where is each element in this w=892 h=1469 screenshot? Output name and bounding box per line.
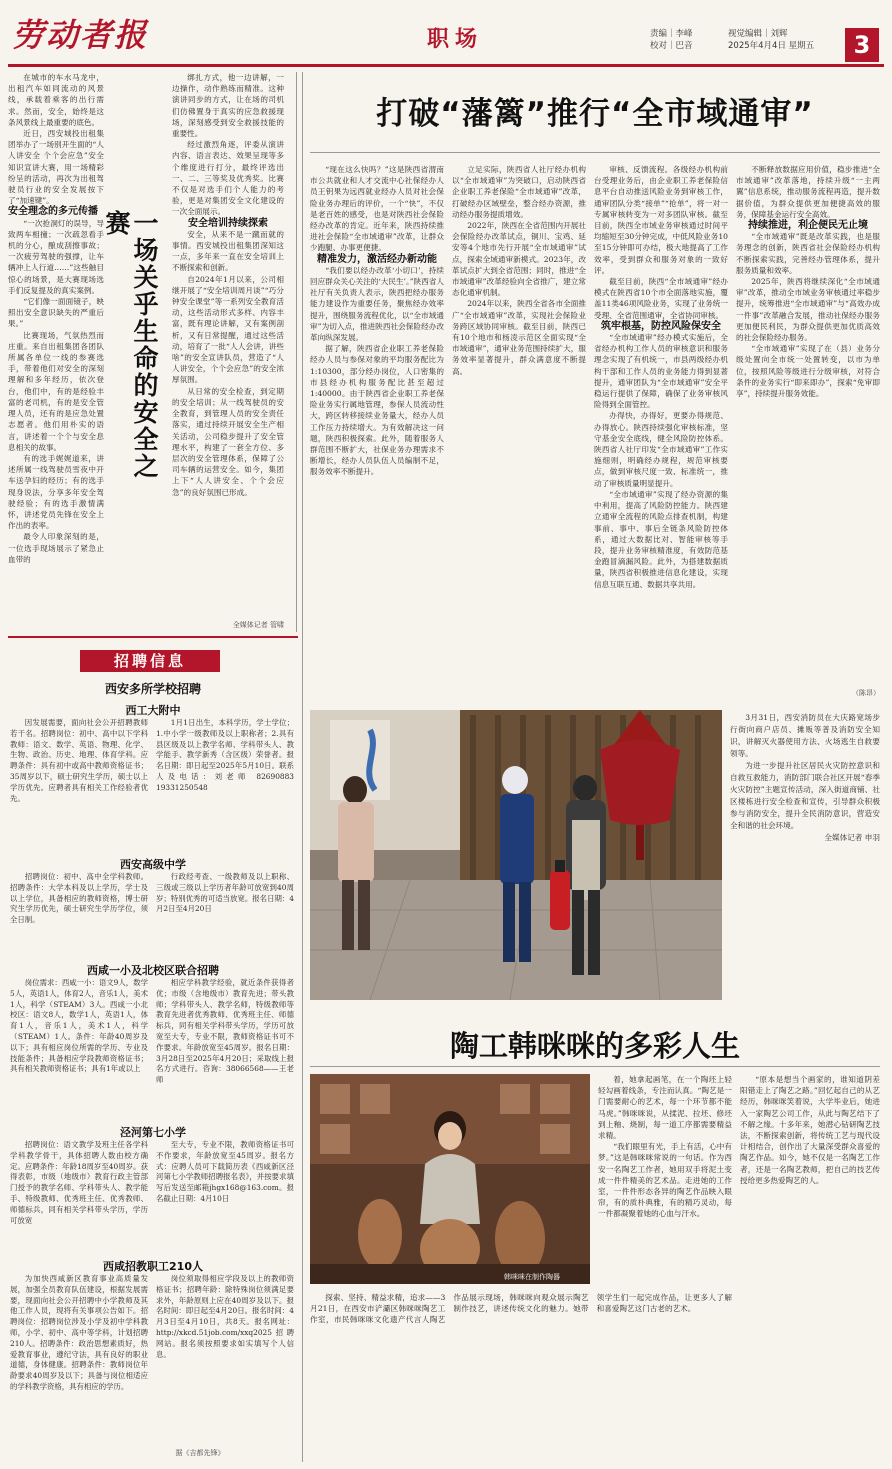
school-detail [10,718,148,846]
subheading: 安全培训持续探索 [188,217,268,229]
body-para: 安全，从来不是一蹴而就的事情。西安城投出租集团深知这一点，多年来一直在安全培训上不断探索和创新。 [172,229,284,273]
body-para: “全市域通审”经办模式实施后，全省经办机构工作人员的审核意识和服务理念实现了有机统一，市县两级经办机构干部和工作人员的业务能力得到显著提升，通审团队为“全市域通审”安全平稳运行提供了保障，确保了业务审核风险得到全面管控。 [594,333,728,410]
body-para: “一次抢洞灯的误导，导致两车相撞；一次疏忽看手机的分心，酿成刮擦事故；一次疲劳驾驶的强撑，让车辆冲上人行道……”这些触目惊心的场景，是大赛现场选手们反复提及的真实案例。 [8,218,104,295]
body-para: “它们像一面面镜子，映照出安全意识缺失的严重后果。” [8,297,104,329]
body-para: “全市域通审”实现了在（县）业务分级处置向全市统一处置转变，以市为单位，按照风险等级进行分级审核，对符合条件的业务实行“即来即办”，探索“免审即享”，持续提升服务效能。 [736,344,880,399]
issue-info [728,28,838,52]
body-para: 绑扎方式，他一边讲解，一边操作，动作熟练而精准。这种演讲同步的方式，让在场的司机们仿佛置身于真实的应急救援现场，深刻感受到安全救援技能的重要性。 [172,73,284,139]
second-headline-rule [310,1066,880,1067]
second-col3 [740,1074,880,1460]
masthead-logo: 劳动者报 [12,16,149,54]
page-number: 3 [845,28,879,62]
main-col1 [310,164,444,696]
detail-text: 招聘岗位：语文教学及班主任各学科学科教学骨干，具体招聘人数由校方确定。应聘条件：年龄18周岁至40周岁。获得表彰，市级（地级市）教育行政主管部门授予的教学名师、学科带头人、教学能手、特级教师、优秀班主任、优秀教师、师德标兵，同有相关学科带头学历，学历可放宽 [10,1140,148,1225]
body-para: 2024年以来，陕西全省各市全面推广“全市域通审”改革，实现社会保险业务跨区域协同审核。截至目前，陕西已有10个地市和杨凌示范区全面实现“全市域通审”，通审业务范围持续扩大，服务效率显著提升，群众满意度不断提高。 [452,299,586,376]
body-para: 从日常的安全检查，到定期的安全培训；从一线驾驶员的安全教育，到管理人员的安全责任落实，通过持续开展安全生产相关活动，公司稳步提升了安全管理水平，构建了一套全方位、多层次的安全管理体系，保障了公司车辆的运营安全。如今，集团上下“人人讲安全、个个会应急”的良好氛围已形成。 [172,386,284,497]
school-detail [10,872,148,952]
body-para: 经过激烈角逐，评委从演讲内容、语言表达、效果呈现等多个维度进行打分，最终评选出一、二、三等奖及优秀奖。比赛不仅是对选手们个人能力的考验，更是对集团安全文化建设的一次全面展示。 [172,140,284,217]
recruit-title: 西安多所学校招聘 [104,682,201,696]
detail-text: 行政经考查、一级教师及以上职称、三级或三级以上学历者年龄可放宽到40周岁；特别优秀的可适当放宽。报名日期：4月2日至4月20日 [156,872,294,914]
proof-line: 校对｜巴音 [650,41,693,51]
intro-para: 近日，西安城投出租集团举办了一场别开生面的“人人讲安全 个个会应急”安全知识宣讲大赛，用一场精彩纷呈的活动，再次为出租驾驶员行业的安全发展按下了“加速键”。 [8,129,104,206]
second-bottom [310,1292,732,1460]
body-para: 立足实际，陕西省人社厅经办机构以“全市域通审”为突破口，启动陕西省企业职工养老保险“全市域通审”改革，打破经办区域壁垒，整合经办资源，推动经办服务提质增效。 [452,165,586,219]
main-col2 [452,164,586,696]
school-name: 泾河第七小学 [120,1126,186,1139]
main-col4 [736,164,880,684]
main-byline: （陈昂） [852,689,880,697]
school-detail [156,978,294,1116]
detail-text: 岗位需求：西咸一小：语文9人，数学5人，英语1人，体育2人，音乐1人，美术1人，科学（STEAM）3人。西咸一小北校区：语文8人，数学1人，英语1人，体育1人，音乐1人，美术1人，科学（STEAM）1人。条件：年龄40周岁及以下；具有相应岗位所需的学历、专业及技能条件；具备相应学段教师资格证书；具有相关教师资格证书；具有1年或以上 [10,978,148,1074]
detail-text: 为加快西咸新区教育事业高质量发展，加强全员教育队伍建设，根据发展需要，现面向社会公开招聘中小学教师及其他工作人员，现将有关事项公告如下。招聘岗位：招聘岗位涉及小学及初中学科教师，小学、初中、高中等学科，计划招聘210人。招聘条件：政治思想素质好，热爱教育事业，遵纪守法，具有良好的职业道德，身体健康。招聘条件：教师岗位年龄要求40周岁及以下；具备与岗位相适应的学科教学资格，具有相应的学历。 [10,1274,148,1391]
body-para: 截至目前，陕西“全市域通审”经办模式在陕西省10个市全面落地实施，覆盖11类46项风险业务，实现了业务统一受理、全省范围通审，全省协同审核。 [594,277,728,320]
pottery-photo [310,1074,590,1284]
school-detail [10,1274,148,1444]
body-para: 2025年，陕西将继续深化“全市域通审”改革，推动全市域业务审核通过率稳步提升，统筹推进“全市域通审”与“高效办成一件事”改革融合发展，推动社保经办服务更加便民利民，为群众提供更加优质高效的社会保险经办服务。 [736,277,880,343]
fire-safety-photo [310,710,722,1000]
detail-text: 招聘岗位：初中、高中全学科教师。招聘条件：大学本科及以上学历，学士及以上学位，具备相应的教师资格，博士研究生学历优先，硕士研究生学历学位，须全日制。 [10,872,148,925]
body-para: 据了解，陕西省企业职工养老保险经办人员与参保对象的平均服务配比为1:10300，部分经办岗位，人口密集的市县经办机构服务配比甚至超过1:40000。由于陕西省企业职工养老保险业务实行属地管理，参保人员流动性大，跨区转移接续业务量大，经办人员工作压力持续增大。为有效解决这一问题，陕西积极探索。此外，随着服务人群范围不断扩大，社保业务办理需求不断增长，经办人员队伍人员编制不足，服务效率不断提升。 [310,344,444,477]
detail-text: 因发展需要，面向社会公开招聘教师若干名。招聘岗位：初中、高中以下学科教师：语文、数学、英语、物理、化学、生物、政治、历史、地理、体育学科。应聘条件：具有初中或高中教师资格证书；35周岁以下，硕士研究生学历，硕士以上学历优先。应聘者具有相关工作经验者优先。 [10,718,148,803]
body-para: 有的选手娓娓道来，讲述所属一线驾驶员雪夜中开车送孕妇的经历；有的选手现身说法，分享多年安全驾驶经验；有的选手激情满怀，讲述党员先锋在安全上作出的表率。 [8,453,104,531]
detail-text: 相应学科教学经验，就近条件获得者优；市级（含地级市）教育先进；带头教师；学科带头人、教学名师，特级教师等教育先进者优秀教师、优秀班主任、师德标兵，同有相关学科带头学历，学历可放宽至大专，专业不限，教师资格证书可不作要求。年龄放宽至45周岁。报名日期：3月28日至2025年4月20日；采取线上报名方式进行。咨询：38066568——王老师 [156,978,294,1085]
fire-safety-photo-art [310,710,722,1000]
headline-rule [310,152,880,153]
detail-text: 至大专，专业不限，教师资格证书可不作要求，年龄放宽至45周岁。报名方式：应聘人员可下载简历表《西咸新区泾河第七小学教师招聘报名表》，并按要求填写后发送至邮箱jhgx168@163.com。报名截止日期：4月10日 [156,1140,294,1203]
body-para: 着，她拿起画笔，在一个陶坯上轻轻勾画着线条，专注而认真。“陶艺是一门需要耐心的艺术，每一个环节都不能马虎。”韩咪咪说，从揉泥、拉坯、修坯到上釉、烧制，每一道工序都需要精益求精。 [598,1075,732,1141]
body-para: 不断释放数据应用价值，稳步推进“全市域通审”改革落地，持续升级“一主两翼”信息系统，推动服务流程再造，提升数据价值，为群众提供更加便捷高效的服务，保障基金运行安全高效。 [736,165,880,219]
body-para: 探索、坚持、精益求精，追求——3月21日，在西安市浐灞区韩咪咪陶艺工作室，市民韩咪咪文化遗产代言人陶艺作品展示现场，韩咪咪向观众展示陶艺制作技艺，讲述传统文化的魅力。她带领学生们一起完成作品，让更多人了解和喜爱陶艺这门古老的艺术。 [310,1293,732,1325]
second-col2 [598,1074,732,1284]
caption-byline: 全媒体记者 申羽 [824,833,880,842]
caption-para: 3月31日，西安消防员在大庆路宽场步行街向商户店员、摊贩等普及消防安全知识，讲解灭火器使用方法、火场逃生自救要领等。 [730,713,880,758]
main-headline: 打破“藩篱”推行“全市域通审” [376,96,814,132]
school-detail [156,718,294,846]
pottery-photo-art [310,1074,590,1284]
school-detail [156,1274,294,1444]
intro-para: 在城市的车水马龙中，出租汽车如同流动的风景线，承载着乘客的出行需求。然而，安全，始终是这条风景线上最重要的底色。 [8,73,104,127]
school-detail [10,978,148,1116]
recruit-source: 据《吉都先锋》 [175,1449,225,1457]
recruit-divider [302,72,303,1462]
date-line: 2025年4月4日 星期五 [728,41,815,51]
pottery-photo-label: 韩咪咪在制作陶器 [504,1273,560,1281]
detail-text: 岗位须取得相应学段及以上的教师资格证书；招聘年龄：除特殊岗位须满足要求外，年龄原则上应在40周岁及以下。报名时间：即日起至4月20日。报名时间：4月3日至4月10日，共8天。报名网址：http://xkcd.51job.com/xxq2025招聘网站。报名须按照要求如实填写个人信息。 [156,1274,294,1359]
column-divider [296,72,297,632]
recruit-banner: 招聘信息 [80,650,220,672]
safety-article-col2 [172,72,284,620]
school-name: 西咸一小及北校区联合招聘 [87,964,219,977]
safety-byline: 全媒体记者 管啸 [232,621,284,629]
recruit-top-rule [8,636,298,638]
body-para: “我们要以经办改革‘小切口’，持续回应群众关心关注的‘大民生’。”陕西省人社厅有关负责人表示，陕西把经办服务能力建设作为重要任务，聚焦经办效率提升，围绕服务流程优化，以“全市域通审”为切入点，推进陕西社会保险经办改革向纵深发展。 [310,265,444,343]
body-para: 最令人印象深刻的是，一位选手现场展示了紧急止血带的 [8,532,104,564]
school-name: 西咸招教职工210人 [103,1260,203,1273]
school-detail [156,872,294,952]
main-col3 [594,164,728,696]
second-headline: 陶工韩咪咪的多彩人生 [449,1029,740,1063]
safety-article-col1 [8,72,104,627]
school-detail [10,1140,148,1250]
detail-text: 1月1日出生，本科学历，学士学位；1.中小学一级教师及以上职称者；2.具有县区级及以上教学名师、学科带头人、教学能手、教学新秀（含区级）荣誉者。报名日期：即日起至2025年5月10日。联系人及电话：刘老师 82690883 19331250548 [156,718,294,792]
fire-photo-caption [730,712,880,1000]
body-para: 自2024年1月以来，公司相继开展了“安全培训周月谈”“巧分钟安全课堂”等一系列安全教育活动，这些活动形式多样、内容丰富，既有理论讲解，又有案例剖析，又有日常提醒，通过这些活动，培育了一批“人人会讲，讲些啥”的安全宣讲队员，营造了“人人讲安全，个个会应急”的安全浓厚氛围。 [172,274,284,385]
subheading: 安全理念的多元传播 [8,206,98,218]
editor-credit [650,28,710,52]
school-name: 西工大附中 [125,704,181,717]
caption-para: 为进一步提升社区居民火灾防控意识和自救互救能力，消防部门联合社区开展“春季火灾防控”主题宣传活动，深入街道商铺、社区楼栋进行安全检查和宣传，引导群众积极参与消防安全，提升全民消防意识，营造安全和谐的社会环境。 [730,761,880,830]
editor-line: 责编｜李峰 [650,29,693,39]
body-para: “全市域通审”实现了经办资源的集中利用，提高了风险防控能力。陕西建立通审全流程的风险点排查机制，构建事前、事中、事后全链条风险防控体系，通过大数据比对、智能审核等手段，提升业务审核精准度，有效防范基金跑冒滴漏风险。此外，为搭建数据质量，陕西省积极推进信息化建设，实现信息互联互通、数据共享共用。 [594,489,728,589]
safety-vertical-title: 一场关乎生命的安全之赛 [102,210,159,480]
school-detail [156,1140,294,1250]
lead-para: “现在这么快吗？”这是陕西省渭南市公共就业和人才交流中心社保经办人员王钥果为远西就业经办人员对社会保险业务办理后的评价，一个“快”，不仅是老百姓的感受，也是对陕西社会保险经办改革的肯定。近年来，陕西持续推进社会保险“全市域通审”改革，让群众少跑腿、办事更便捷。 [310,165,444,253]
body-para: 比赛现场，气氛热烈而庄重。来自出租集团各团队所属各单位一线的参赛选手，带着他们对安全的深刻理解和多年经历，依次登台，他们中，有的是经验丰富的老司机，有的是安全管理人员，还有的是应急处置志愿者。他们用朴实的语言，讲述着一个个与安全息息相关的故事。 [8,330,104,452]
body-para: 2022年，陕西在全省范围内开展社会保险经办改革试点，铜川、宝鸡、延安等4个地市先行开展“全市域通审”试点，探索全域通审新模式。2023年，改革试点扩大到全省范围；同时，推进“全市域通审”改革经验向全省推广，建立常态化通审机制。 [452,221,586,298]
subheading: 精准发力，激活经办新动能 [317,253,437,265]
design-line: 视觉编辑｜刘辉 [728,29,788,39]
body-para: “我们眼里有光，手上有活，心中有梦。”这是韩咪咪常说的一句话。作为西安一名陶艺工作者，她用双手将泥土变成一件件精美的艺术品。走进她的工作室，一件件形态各异的陶艺作品映入眼帘，有的质朴典雅，有的精巧灵动，每一件都凝聚着她的心血与汗水。 [598,1142,732,1219]
school-name: 西安高级中学 [120,858,186,871]
body-para: “原本是想当个画家的，谁知道阴差阳错走上了陶艺之路。”回忆起自己的从艺经历，韩咪咪笑着说，大学毕业后，她进入一家陶艺公司工作，从此与陶艺结下了不解之缘。十多年来，她潜心钻研陶艺技法，不断探索创新，将传统工艺与现代设计相结合，创作出了大量深受群众喜爱的陶艺作品。如今，她不仅是一名陶艺工作者，还是一名陶艺教师，把自己的技艺传授给更多热爱陶艺的人。 [740,1075,880,1185]
section-title: 职场 [426,26,483,52]
header-rule [8,64,884,67]
body-para: 办得快，办得好，更要办得规范、办得放心。陕西持续强化审核标准，坚守基金安全底线，健全风险防控体系。陕西省人社厅印发“全市域通审”工作实施细则，明确经办规程，规范审核要点，做到审核尺度一致、标准统一，推动了审核质量明显提升。 [594,411,728,488]
body-para: 审核、反馈流程。各级经办机构前台受理业务后，由企业职工养老保险信息平台自动推送风险业务到审核工作，通审团队分类“接单”“抢单”，将一对一专属审核转变为一对多团队审核。截至目前，陕西全市域业务审核通过时间平均缩短至30分钟完成，中低风险业务10至15分钟即可办结，极大地提高了工作效率，受到群众和服务对象的一致好评。 [594,165,728,275]
subheading: 筑牢根基，防控风险保安全 [601,320,721,332]
subheading: 持续推进，利企便民无止境 [748,220,868,232]
body-para: “全市域通审”既是改革实践，也是服务理念的创新，陕西省社会保险经办机构不断探索实践，完善经办管理体系，提升服务质量和效率。 [736,232,880,275]
